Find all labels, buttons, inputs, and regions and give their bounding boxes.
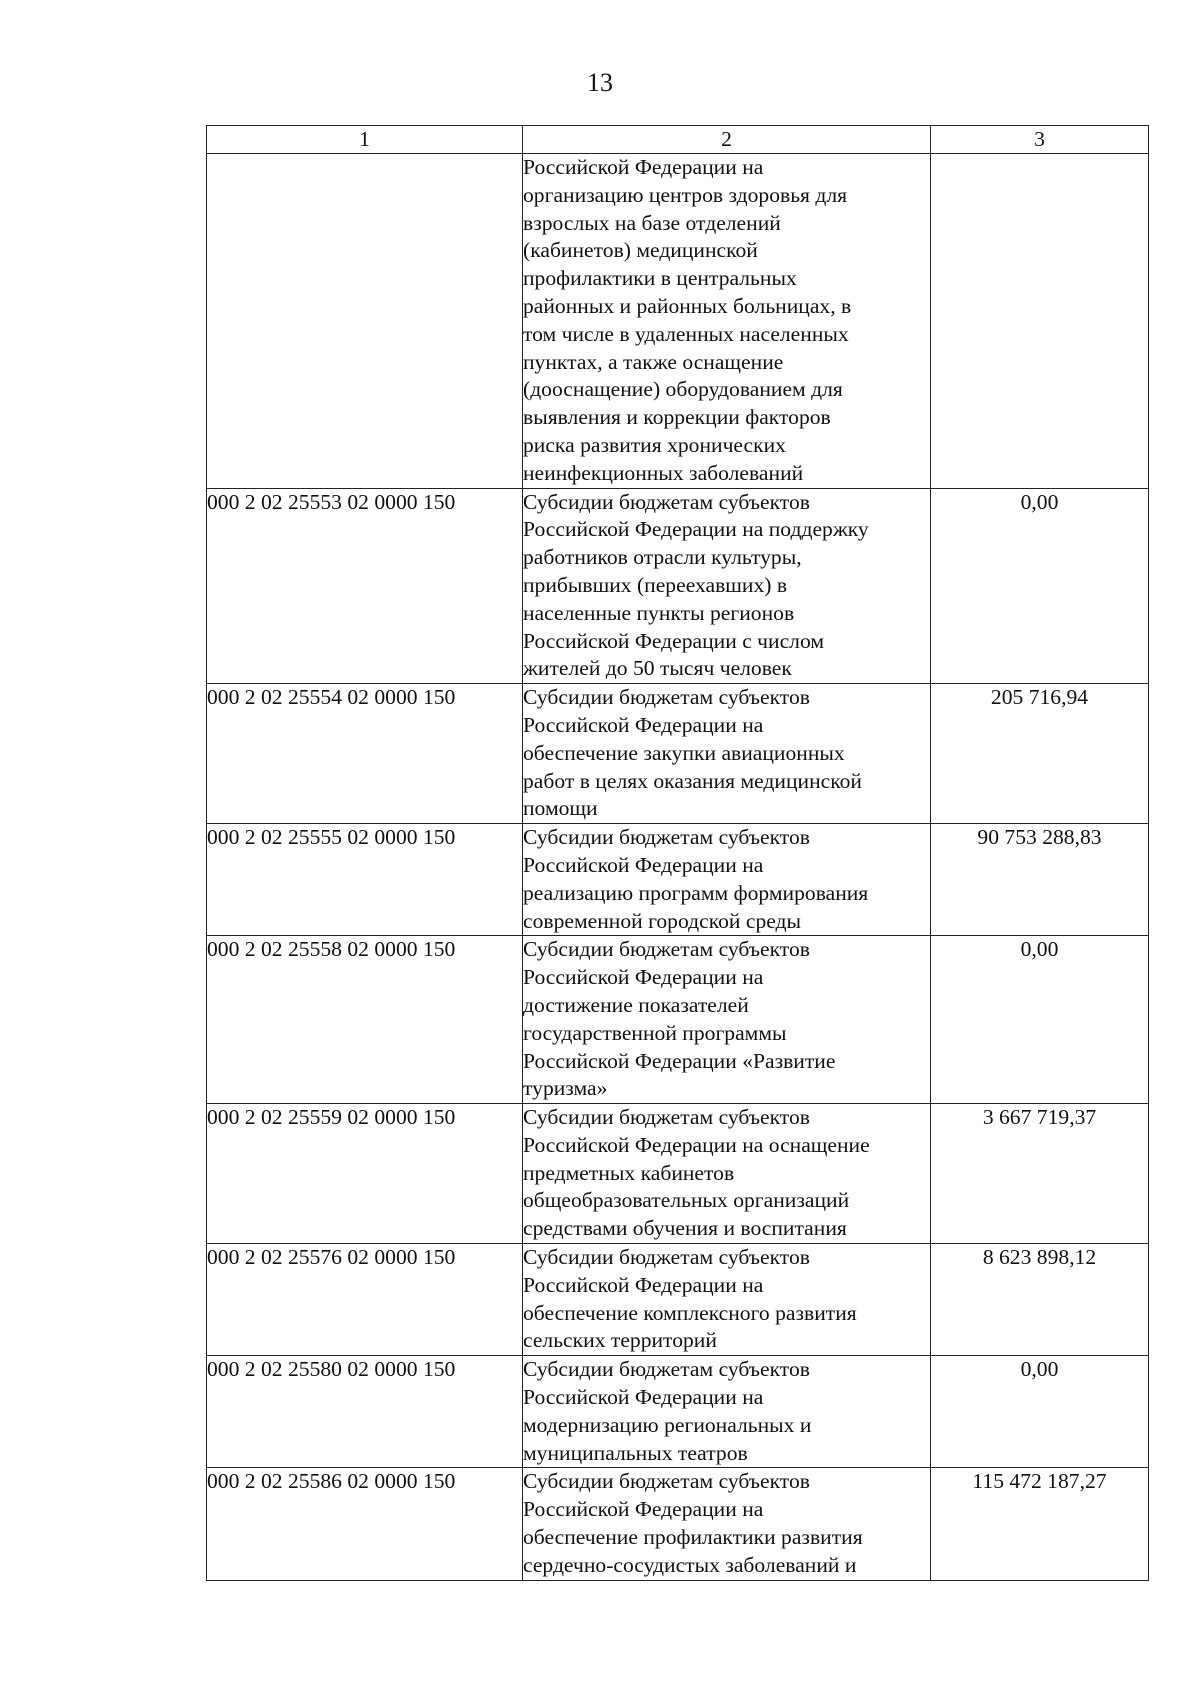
description-line: Российской Федерации на поддержку [523, 517, 869, 542]
description-line: реализацию программ формирования [523, 880, 869, 905]
description-cell [523, 1244, 931, 1356]
description-line: обеспечение закупки авиационных [523, 740, 845, 765]
description-cell [523, 684, 931, 824]
amount-cell: 3 667 719,37 [931, 1104, 1149, 1244]
table-row [207, 684, 1149, 824]
table-row [207, 1104, 1149, 1244]
budget-code-cell: 000 2 02 25580 02 0000 150 [207, 1356, 523, 1468]
description-line: профилактики в центральных [523, 266, 797, 291]
description-line: Субсидии бюджетам субъектов [523, 1105, 810, 1130]
description-cell [523, 1104, 931, 1244]
description-cell [523, 154, 931, 489]
description-line: Российской Федерации с числом [523, 628, 825, 653]
description-line: взрослых на базе отделений [523, 210, 781, 235]
budget-code-cell: 000 2 02 25558 02 0000 150 [207, 936, 523, 1104]
table-row [207, 824, 1149, 936]
description-line: модернизацию региональных и [523, 1412, 812, 1437]
description-line: муниципальных театров [523, 1440, 748, 1465]
description-line: (кабинетов) медицинской [523, 238, 758, 263]
description-cell [523, 936, 931, 1104]
budget-code-cell: 000 2 02 25553 02 0000 150 [207, 488, 523, 684]
description-line: Российской Федерации на [523, 712, 764, 737]
table-row [207, 1468, 1149, 1580]
budget-code-cell [207, 154, 523, 489]
table-row [207, 1356, 1149, 1468]
column-header-amount: 3 [931, 126, 1149, 154]
amount-cell: 0,00 [931, 936, 1149, 1104]
amount-cell: 0,00 [931, 488, 1149, 684]
description-line: общеобразовательных организаций [523, 1188, 850, 1213]
budget-code-cell: 000 2 02 25586 02 0000 150 [207, 1468, 523, 1580]
description-line: выявления и коррекции факторов [523, 405, 831, 430]
description-line: обеспечение комплексного развития [523, 1300, 857, 1325]
page-number: 13 [587, 68, 613, 97]
description-line: Российской Федерации на [523, 1497, 764, 1522]
budget-code-cell: 000 2 02 25554 02 0000 150 [207, 684, 523, 824]
description-cell [523, 1468, 931, 1580]
amount-cell [931, 154, 1149, 489]
description-line: районных и районных больницах, в [523, 293, 852, 318]
description-line: неинфекционных заболеваний [523, 460, 804, 485]
description-line: Субсидии бюджетам субъектов [523, 489, 810, 514]
amount-cell: 205 716,94 [931, 684, 1149, 824]
amount-cell: 115 472 187,27 [931, 1468, 1149, 1580]
table-row [207, 488, 1149, 684]
description-line: работников отрасли культуры, [523, 545, 802, 570]
description-cell [523, 824, 931, 936]
table-row [207, 1244, 1149, 1356]
description-line: Российской Федерации на [523, 965, 764, 990]
description-line: Субсидии бюджетам субъектов [523, 685, 810, 710]
description-line: государственной программы [523, 1020, 787, 1045]
description-line: сельских территорий [523, 1328, 717, 1353]
description-line: Российской Федерации «Развитие [523, 1048, 836, 1073]
description-cell [523, 488, 931, 684]
description-line: туризма» [523, 1076, 608, 1101]
table-row [207, 154, 1149, 489]
description-line: Российской Федерации на оснащение [523, 1132, 870, 1157]
description-line: обеспечение профилактики развития [523, 1525, 863, 1550]
amount-cell: 8 623 898,12 [931, 1244, 1149, 1356]
description-line: пунктах, а также оснащение [523, 349, 784, 374]
description-line: предметных кабинетов [523, 1160, 735, 1185]
description-line: населенные пункты регионов [523, 600, 795, 625]
description-line: Субсидии бюджетам субъектов [523, 937, 810, 962]
description-line: достижение показателей [523, 992, 749, 1017]
column-header-description: 2 [523, 126, 931, 154]
budget-code-cell: 000 2 02 25555 02 0000 150 [207, 824, 523, 936]
description-line: (дооснащение) оборудованием для [523, 377, 843, 402]
budget-code-cell: 000 2 02 25559 02 0000 150 [207, 1104, 523, 1244]
description-line: помощи [523, 796, 598, 821]
description-line: Российской Федерации на [523, 1272, 764, 1297]
description-line: сердечно-сосудистых заболеваний и [523, 1552, 857, 1577]
budget-revenue-table [206, 125, 1149, 1581]
description-line: Российской Федерации на [523, 1385, 764, 1410]
table-header-row [207, 126, 1149, 154]
description-line: организацию центров здоровья для [523, 182, 848, 207]
description-line: том числе в удаленных населенных [523, 321, 849, 346]
description-cell [523, 1356, 931, 1468]
description-line: риска развития хронических [523, 432, 786, 457]
description-line: Субсидии бюджетам субъектов [523, 825, 810, 850]
budget-code-cell: 000 2 02 25576 02 0000 150 [207, 1244, 523, 1356]
description-line: Российской Федерации на [523, 155, 764, 179]
description-line: современной городской среды [523, 908, 802, 933]
description-line: работ в целях оказания медицинской [523, 768, 862, 793]
description-line: Субсидии бюджетам субъектов [523, 1357, 810, 1382]
description-line: Российской Федерации на [523, 852, 764, 877]
description-line: Субсидии бюджетам субъектов [523, 1469, 810, 1494]
table-body [207, 154, 1149, 1581]
table-row [207, 936, 1149, 1104]
description-line: прибывших (переехавших) в [523, 572, 788, 597]
amount-cell: 0,00 [931, 1356, 1149, 1468]
amount-cell: 90 753 288,83 [931, 824, 1149, 936]
column-header-code: 1 [207, 126, 523, 154]
description-line: Субсидии бюджетам субъектов [523, 1245, 810, 1270]
description-line: жителей до 50 тысяч человек [523, 656, 792, 681]
description-line: средствами обучения и воспитания [523, 1216, 847, 1241]
